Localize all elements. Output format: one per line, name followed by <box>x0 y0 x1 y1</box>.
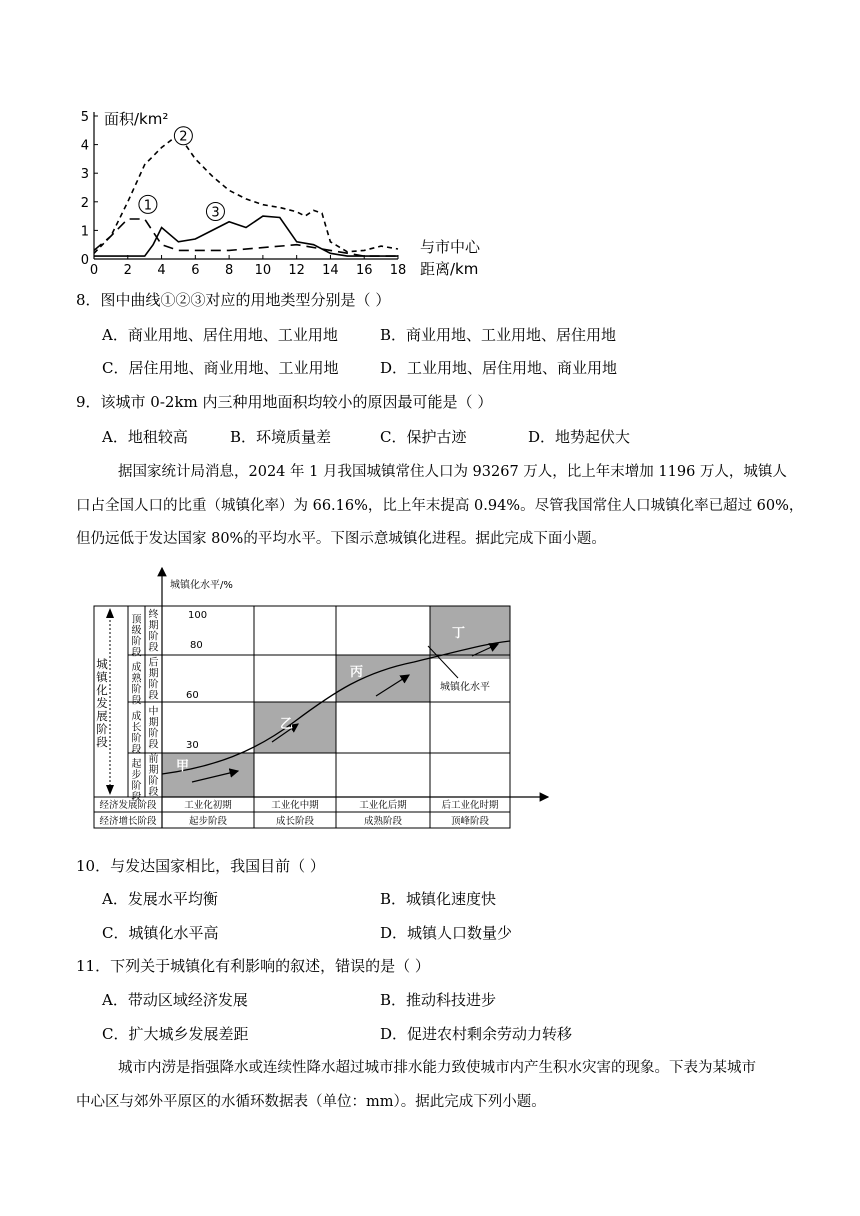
passage2-line2: 中心区与郊外平原区的水循环数据表（单位：mm）。据此完成下列小题。 <box>76 1094 546 1110</box>
chart1-series-line <box>94 135 398 254</box>
q9-option-d[interactable]: D．地势起伏大 <box>528 428 631 446</box>
chart1-series-label: 2 <box>179 129 188 145</box>
chart1-x-tick-label: 0 <box>89 263 99 278</box>
urban-stage-heading: 化 <box>96 683 108 697</box>
urban-period-label: 期 <box>148 717 159 729</box>
row2-head: 经济增长阶段 <box>99 816 157 827</box>
urban-period-label: 段 <box>148 787 159 798</box>
urban-stage-label: 阶 <box>131 733 142 745</box>
chart1-y-tick-label: 3 <box>80 167 89 183</box>
urban-period-label: 段 <box>148 642 159 654</box>
urbanization-process-diagram <box>84 562 554 832</box>
row2-cell: 成长阶段 <box>275 816 315 827</box>
marker-ding: 丁 <box>452 626 466 641</box>
urban-stage-label: 成 <box>131 662 142 674</box>
urban-stage-heading: 城 <box>96 657 108 671</box>
urban-stage-label: 阶 <box>131 684 142 696</box>
urban-stage-label: 段 <box>131 744 142 756</box>
chart1-x-tick-label: 18 <box>389 263 407 278</box>
urban-stage-label: 段 <box>131 695 142 707</box>
chart1-series-label: 1 <box>143 198 153 214</box>
q10-option-c[interactable]: C．城镇化水平高 <box>102 924 219 942</box>
q9-option-c[interactable]: C．保护古迹 <box>380 428 467 446</box>
q8-option-b[interactable]: B．商业用地、工业用地、居住用地 <box>380 326 617 344</box>
marker-yi: 乙 <box>280 717 294 732</box>
chart1-y-tick-label: 2 <box>80 195 89 211</box>
marker-bing: 丙 <box>350 665 364 680</box>
urban-stage-label: 段 <box>131 647 142 659</box>
chart1-x-tick-label: 4 <box>157 263 166 278</box>
urban-period-label: 后 <box>148 657 159 669</box>
chart1-x-tick-label: 12 <box>288 263 305 278</box>
q11-option-c[interactable]: C．扩大城乡发展差距 <box>102 1025 249 1043</box>
urban-period-label: 终 <box>148 609 159 621</box>
row1-cell: 工业化初期 <box>184 800 232 811</box>
q11-option-d[interactable]: D．促进农村剩余劳动力转移 <box>380 1025 573 1043</box>
chart1-axes <box>81 110 407 278</box>
curve-label: 城镇化水平 <box>440 682 490 693</box>
urban-stage-label: 级 <box>131 625 142 637</box>
chart1-x-tick-label: 2 <box>123 263 132 278</box>
q11-option-a[interactable]: A．带动区域经济发展 <box>102 991 248 1009</box>
y-value-60: 60 <box>186 690 199 701</box>
urban-period-label: 阶 <box>148 631 159 643</box>
chart1-x-tick-label: 10 <box>254 263 272 278</box>
urban-stage-heading: 发 <box>96 696 108 710</box>
q10-option-d[interactable]: D．城镇人口数量少 <box>380 924 513 942</box>
chart1-x-tick-label: 16 <box>355 263 373 278</box>
y-value-100: 100 <box>188 610 208 621</box>
q11-option-b[interactable]: B．推动科技进步 <box>380 991 497 1009</box>
urban-stage-label: 段 <box>131 792 142 803</box>
q9-option-b[interactable]: B．环境质量差 <box>230 428 332 446</box>
urban-period-label: 阶 <box>148 728 159 740</box>
urban-period-label: 期 <box>148 668 159 680</box>
q8-option-a[interactable]: A．商业用地、居住用地、工业用地 <box>102 326 338 344</box>
urban-period-label: 阶 <box>148 776 159 787</box>
chart1-xlabel-line1: 与市中心 <box>420 238 481 256</box>
urban-stage-heading: 展 <box>96 709 108 723</box>
q11-stem: 11．下列关于城镇化有利影响的叙述，错误的是（ ） <box>76 957 430 975</box>
urban-stage-label: 步 <box>131 770 142 781</box>
marker-jia: 甲 <box>176 759 190 774</box>
q8-option-c[interactable]: C．居住用地、商业用地、工业用地 <box>102 359 339 377</box>
chart1-y-tick-label: 0 <box>80 253 89 268</box>
urban-period-label: 前 <box>148 754 159 765</box>
urban-stage-label: 长 <box>131 722 142 734</box>
urban-stage-heading: 镇 <box>96 670 108 684</box>
cell-ding <box>430 606 510 659</box>
y-axis-label: 城镇化水平/% <box>170 580 233 591</box>
q9-stem: 9．该城市 0-2km 内三种用地面积均较小的原因最可能是（ ） <box>76 393 493 411</box>
urban-period-label: 阶 <box>148 679 159 691</box>
chart1-y-tick-label: 4 <box>80 138 89 154</box>
urban-period-label: 中 <box>148 706 159 718</box>
chart1-series-label: 3 <box>211 205 220 221</box>
chart1-series-line <box>94 219 398 256</box>
chart1-xlabel-line2: 距离/km <box>420 260 479 278</box>
urban-stage-heading: 阶 <box>96 722 108 736</box>
urban-period-label: 段 <box>148 690 159 702</box>
urban-stage-label: 阶 <box>131 636 142 648</box>
q9-option-a[interactable]: A．地租较高 <box>102 428 188 446</box>
urban-stage-label: 起 <box>131 759 142 770</box>
row1-cell: 工业化后期 <box>359 800 407 811</box>
passage2-line1: 城市内涝是指强降水或连续性降水超过城市排水能力致使城市内产生积水灾害的现象。下表为某城市 <box>118 1060 756 1076</box>
urban-period-label: 期 <box>148 765 159 776</box>
chart1-series <box>94 127 398 256</box>
chart1-ylabel: 面积/km² <box>104 110 169 128</box>
passage1-line1: 据国家统计局消息，2024 年 1 月我国城镇常住人口为 93267 万人，比上年末增加 1196 万人，城镇人 <box>118 464 787 480</box>
passage1-line2: 口占全国人口的比重（城镇化率）为 66.16%，比上年末提高 0.94%。尽管我国常住人口城镇化率已超过 60%， <box>76 498 804 514</box>
row1-cell: 工业化中期 <box>271 800 319 811</box>
q10-option-a[interactable]: A．发展水平均衡 <box>102 890 218 908</box>
y-value-30: 30 <box>186 740 199 751</box>
q10-stem: 10．与发达国家相比，我国目前（ ） <box>76 857 325 875</box>
chart1-x-tick-label: 14 <box>322 263 339 278</box>
q10-option-b[interactable]: B．城镇化速度快 <box>380 890 497 908</box>
chart1-x-tick-label: 6 <box>191 263 200 278</box>
y-value-80: 80 <box>190 640 203 651</box>
urban-stage-heading: 段 <box>96 735 108 749</box>
chart1-x-tick-label: 8 <box>224 263 234 278</box>
row2-cell: 成熟阶段 <box>363 816 403 827</box>
passage1-line3: 但仍远低于发达国家 80%的平均水平。下图示意城镇化进程。据此完成下面小题。 <box>76 531 606 547</box>
cell-yi <box>254 702 336 753</box>
chart1-labels <box>104 110 481 278</box>
row1-head: 经济发展阶段 <box>99 800 157 811</box>
chart1-series-line <box>94 216 398 256</box>
urban-stage-label: 成 <box>131 711 142 723</box>
area-distance-chart <box>80 104 500 282</box>
urban-stage-label: 阶 <box>131 781 142 792</box>
chart1-y-tick-label: 5 <box>80 110 89 125</box>
urban-stage-label: 熟 <box>131 673 142 685</box>
row2-cell: 顶峰阶段 <box>450 816 490 827</box>
q8-option-d[interactable]: D．工业用地、居住用地、商业用地 <box>380 359 618 377</box>
urban-stage-label: 顶 <box>131 614 142 626</box>
urban-period-label: 期 <box>148 620 159 632</box>
chart1-y-tick-label: 1 <box>80 224 89 240</box>
q8-stem: 8．图中曲线①②③对应的用地类型分别是（ ） <box>76 291 391 309</box>
row2-cell: 起步阶段 <box>188 816 228 827</box>
row1-cell: 后工业化时期 <box>441 800 499 811</box>
urban-period-label: 段 <box>148 739 159 751</box>
